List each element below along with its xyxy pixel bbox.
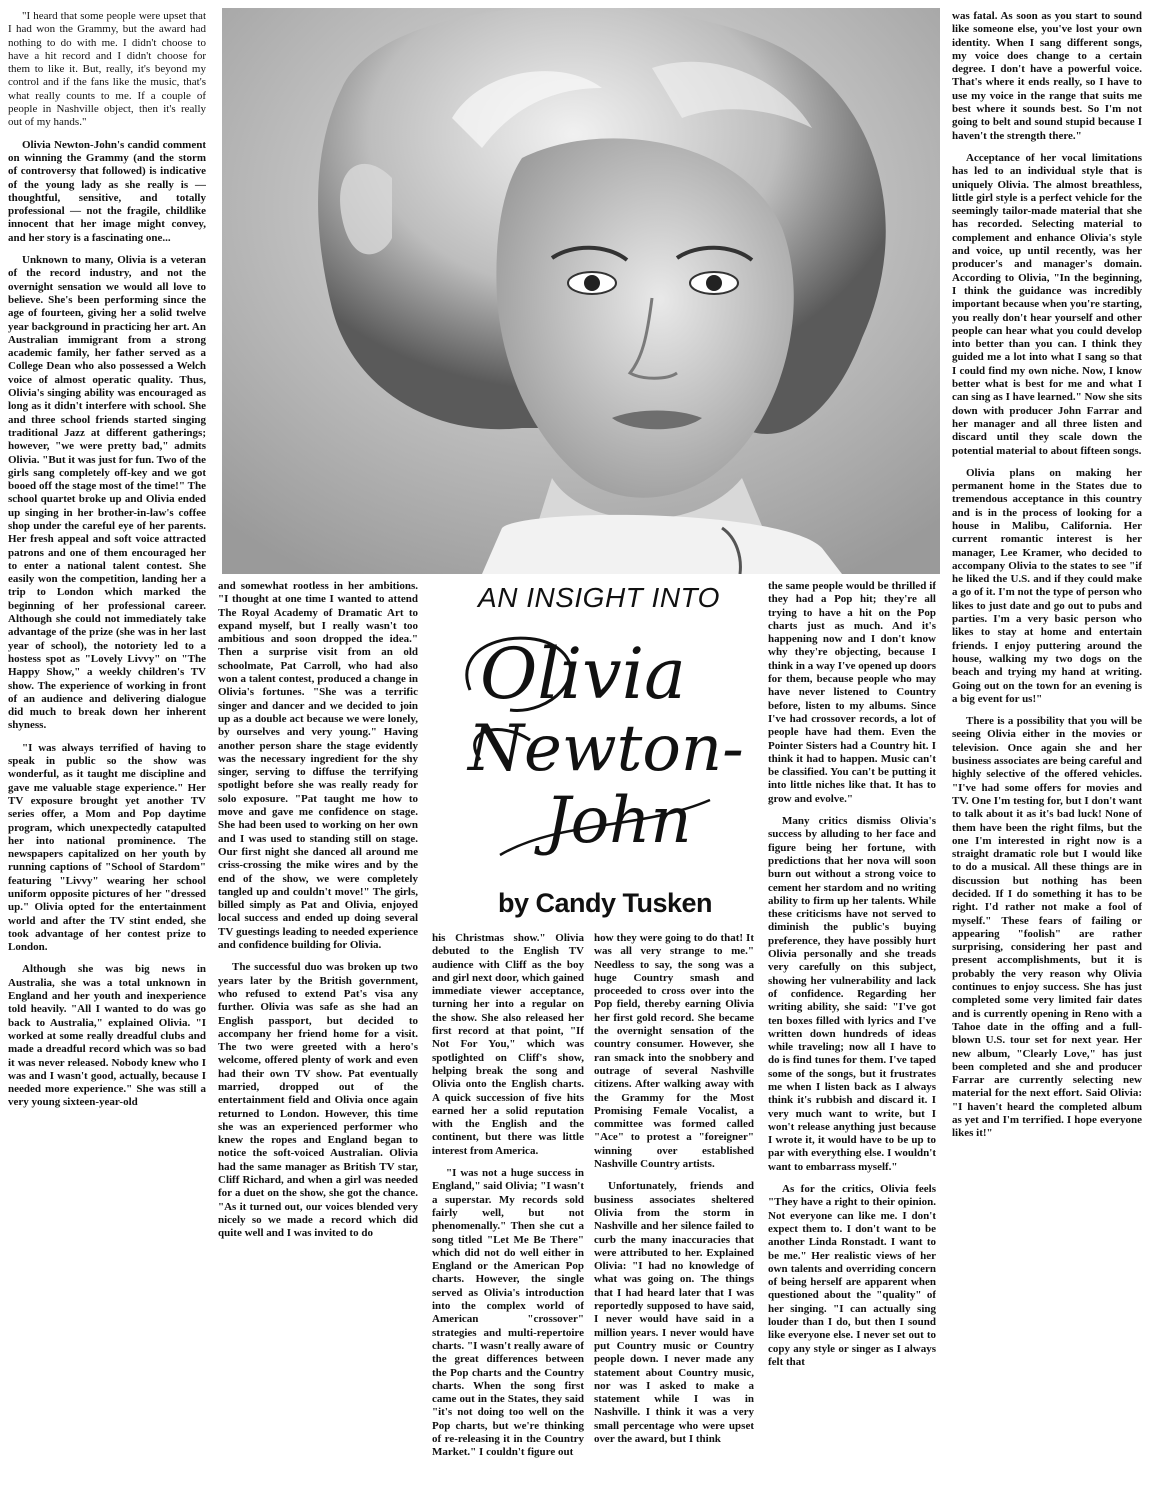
article-column-1 <box>8 10 206 1490</box>
article-column-4 <box>594 932 754 1492</box>
article-paragraph: his Christmas show." Olivia debuted to the English TV audience with Cliff as the boy and girl next door, which gained immediate viewer acceptance, turning her into a regular on the show. She also released her first record at that point, "If Not For You," which was spotlighted on Cliff's show, helping break the song and Olivia onto the English charts. A quick succession of five hits earned her a solid reputation with the English and the continent, but there was little interest from America. <box>432 932 584 1157</box>
byline: by Candy Tusken <box>497 888 713 918</box>
article-paragraph: Olivia Newton-John's candid comment on winning the Grammy (and the storm of controversy that followed) is indicative of the young lady as she really is — thoughtful, sensitive, and totally professional — not the fragile, childlike innocent that her image might convey, and her story is a fascinating one... <box>8 138 206 244</box>
headline-kicker: AN INSIGHT INTO <box>478 582 720 613</box>
article-paragraph: and somewhat rootless in her ambitions. "I thought at one time I wanted to attend The Royal Academy of Dramatic Art to expand myself, but I really wasn't too ambitious and soon dropped the idea." Then a surprise visit from an old schoolmate, Pat Carroll, who had also won a talent contest, produced a change in Olivia's fortunes. "She was a terrific singer and dancer and we decided to join up as a double act because we were lonely, by ourselves and very young." Having another person share the stage evidently was the necessary ingredient for the shy singer, serving to diffuse the terrifying spotlight before she was really ready for solo exposure. "Pat taught me how to move and gave me confidence on stage. She had been used to working on her own and I was used to standing still on stage. Our first night she danced all around me criss-crossing the mike wires and by the end of the show, we were completely tangled up and couldn't move!" The girls, billed simply as Pat and Olivia, enjoyed local success and ended up doing several TV guestings leading to needed experience and confidence building for Olivia. <box>218 580 418 952</box>
article-paragraph: "I was always terrified of having to speak in public so the show was wonderful, as it taught me discipline and gave me valuable stage experience." Her TV exposure brought yet another TV series offer, a Mom and Pop daytime program, which unexpectedly catapulted her into national prominence. The newspapers capitalized on her youth by running captions of "School of Stardom" featuring "Livvy" wearing her school uniform opposite pictures of her "dressed up." Olivia opted for the entertainment world and after the TV stint ended, she took advantage of her contest prize to London. <box>8 741 206 954</box>
article-column-2 <box>218 580 418 1490</box>
title-line-2: Newton- <box>468 712 744 786</box>
article-paragraph: "I was not a huge success in England," said Olivia; "I wasn't a superstar. My records sold fairly well, but not phenomenally." Then she cut a song titled "Let Me Be There" which did not do well either in England or the American Pop charts. However, the single served as Olivia's introduction into the complex world of American "crossover" strategies and multi-repertoire charts. "I wasn't really aware of the great differences between the Pop charts and the Country charts. When the song first came out in the States, they said "it's not doing too well on the Pop charts, but we're thinking of re-releasing it in the Country Market." I couldn't figure out <box>432 1167 584 1459</box>
article-paragraph: Unknown to many, Olivia is a veteran of the record industry, and not the overnight sensation we would all love to believe. She's been performing since the age of fourteen, giving her a solid twelve year background in practicing her art. An Australian immigrant from a strong academic family, her father served as a College Dean who also possessed a Welch voice of almost operatic quality. Thus, Olivia's singing ability was encouraged as long as it didn't interfere with school. She and three school friends started singing traditional Jazz at different gatherings; however, "we were pretty bad," admits Olivia. "But it was just for fun. Two of the girls sang completely off-key and we got booed off the stage most of the time!" The school quartet broke up and Olivia ended up singing in her brother-in-law's coffee shop under the careful eye of her parents. Her fresh appeal and soft voice attracted patrons and one of them encouraged her to enter a national talent contest. She easily won the competition, landing her a trip to London which marked the beginning of her professional career. Although she could not immediately take advantage of the prize (she was in her last year of school), the notoriety led to a hostess spot as "Lovely Livvy" on "The Happy Show," a weekly children's TV show. The experience of working in front of an audience and delivering dialogue did much to break down her inherent shyness. <box>8 254 206 732</box>
article-column-3 <box>432 932 584 1492</box>
title-line-1: Olivia <box>480 633 686 715</box>
article-paragraph: Unfortunately, friends and business associates sheltered Olivia from the storm in Nashville and her silence failed to curb the many inaccuracies that were attributed to her. Explained Olivia: "I had no knowledge of what was going on. The things that I had heard later that I was reportedly supposed to have said, I never would have said in a million years. I never would have put Country music or Country people down. I never made any statement about Country music, nor was I asked to make a statement while I was in Nashville. I think it was a very small percentage who were upset over the award, but I think <box>594 1180 754 1445</box>
article-paragraph: Although she was big news in Australia, she was a total unknown in England and her youth and inexperience told heavily. "All I wanted to do was go back to Australia," explained Olivia. "I worked at some really dreadful clubs and made a dreadful record which was so bad it was never released. Nobody knew who I was and I wasn't good, actually, because I needed more experience." She was still a very young sixteen-year-old <box>8 963 206 1109</box>
script-title-olivia-newton-john <box>440 620 750 870</box>
article-paragraph: The successful duo was broken up two years later by the British government, who refused to extend Pat's visa any further. Olivia was safe as she had an English passport, but decided to accompany her friend home for a visit. The two were greeted with a hero's welcome, offered plenty of work and even had their own TV show. Pat eventually married, dropped out of the entertainment field and Olivia once again returned to London. However, this time she was an experienced performer who knew the ropes and England began to notice the soft-voiced Australian. Olivia had the same manager as British TV star, Cliff Richard, and when a girl was needed for a duet on the show, she got the chance. "As it turned out, our voices blended very nicely so we made a record which did quite well and I was invited to do <box>218 961 418 1240</box>
article-paragraph: Many critics dismiss Olivia's success by alluding to her face and figure being her fortune, with predictions that her nova will soon burn out without a strong voice to cement her stardom and no writing ability to firm up her talents. While these criticisms have not served to diminish the public's buying preference, they have possibly hurt Olivia personally and she treads very carefully on this subject, showing her vulnerability and lack of confidence. Regarding her writing ability, she said: "I've got ten boxes filled with lyrics and I've written down hundreds of ideas while traveling; now all I have to do is find tunes for them. I've taped some of the songs, but it frustrates me when I listen back as I always think it's rubbish and discard it. I very much want to write, but I won't release anything just because I wrote it, it would have to be up to par with everything else. I wouldn't want to embarrass myself." <box>768 815 936 1173</box>
article-paragraph: the same people would be thrilled if they had a Pop hit; they're all trying to have a hit on the Pop charts just as much. And it's happening now and I don't know why they're objecting, because I think in a way I've opened up doors for them, because people who may have never listened to Country before, listen to my albums. Since I've had crossover records, a lot of people have had them. Even the Pointer Sisters had a Country hit. I think it had to happen. Music can't be classified. You can't be putting it into little niches like that. It has to grow and evolve." <box>768 580 936 805</box>
article-column-6 <box>952 10 1142 1490</box>
title-line-3: John <box>545 784 692 858</box>
article-paragraph: As for the critics, Olivia feels "They have a right to their opinion. Not everyone can like me. I don't expect them to. I don't want to be another Linda Ronstadt. I want to be me." Her realistic views of her own talents and overriding concern of being herself are apparent when questioned about the "quality" of her singing. "I can actually sing louder than I do, but then I sound like everyone else. I never set out to copy any style or singer as I always felt that <box>768 1183 936 1368</box>
article-paragraph: "I heard that some people were upset that I had won the Grammy, but the award had nothing to do with me. I didn't choose to have a hit record and I didn't choose for them to like it. But, really, it's beyond my control and if the fans like the music, that's what really counts to me. If a couple of people in Nashville object, then it's really out of my hands." <box>8 10 206 129</box>
article-column-5 <box>768 580 936 1490</box>
article-paragraph: was fatal. As soon as you start to sound like someone else, you've lost your own identity. When I sang different songs, my voice does change to a certain degree. I don't have a powerful voice. That's where it ends really, so I have to use my voice in the range that suits me best where it sounds best. So I'm not going to belt and sound stupid because I haven't the strength there." <box>952 10 1142 142</box>
article-paragraph: Olivia plans on making her permanent home in the States due to tremendous acceptance in this country and is in the process of looking for a house in Malibu, California. Her current romantic interest is her manager, Lee Kramer, who decided to accompany Olivia to the states to see "if he liked the U.S. and if they could make a go of it. I'm not the type of person who likes to just date and go out to pubs and parties. I'm a very basic person who likes to stay at home and entertain friends. I enjoy puttering around the house, walking my two dogs on the beach and trying my hand at writing. Going out on the town for an evening is a big event for us!" <box>952 466 1142 705</box>
article-paragraph: Acceptance of her vocal limitations has led to an individual style that is uniquely Olivia. The almost breathless, little girl style is a perfect vehicle for the seemingly tailor-made material that she has recorded. Selecting material to complement and enhance Olivia's style and voice, up until recently, was her producer's and manager's domain. According to Olivia, "In the beginning, I think the guidance was incredibly important because when you're starting, you really don't hear yourself and other people can hear what you could develop into better than you can. I think they guided me a lot into what I sang so that I could find my own niche. Now, I know better what is best for me and what I can sing as I have learned." Now she sits down with producer John Farrar and her manager and all three listen and discard until they scale down the potential material to about fifteen songs. <box>952 151 1142 457</box>
portrait-photo <box>222 8 940 574</box>
article-paragraph: There is a possibility that you will be seeing Olivia either in the movies or television. Once again she and her business associates are being careful and highly selective of the offered vehicles. "I've had some offers for movies and TV. One I'm testing for, but I don't want to talk about it as it's bad luck! None of them have been the right films, but the one I'm interested in right now is a straight dramatic role but I would like to do a musical. All these things are in discussion but nothing has been decided. If I do something it has to be right. I'd rather not make a fool of myself." These fears of failing or appearing "foolish" are rather surprising, considering her past and present accomplishments, but it is probably the very reason why Olivia continues to enjoy success. She has just completed some very limited fair dates and is currently opening in Reno with a Tahoe date in the offing and a full-blown U.S. tour set for next year. Her new album, "Clearly Love," has just been completed and she and producer Farrar are currently selecting new material for the next effort. Said Olivia: "I haven't heard the completed album as yet and I'm terrified. I hope everyone likes it!" <box>952 715 1142 1140</box>
article-paragraph: how they were going to do that! It was all very strange to me." Needless to say, the song was a huge Country smash and proceeded to cross over into the Pop field, thereby earning Olivia her first gold record. She became the overnight sensation of the country consumer. However, she ran smack into the snobbery and outrage of several Nashville citizens. After walking away with the Grammy for the Most Promising Female Vocalist, a committee was formed called "Ace" to protest a "foreigner" winning over established Nashville Country artists. <box>594 932 754 1171</box>
